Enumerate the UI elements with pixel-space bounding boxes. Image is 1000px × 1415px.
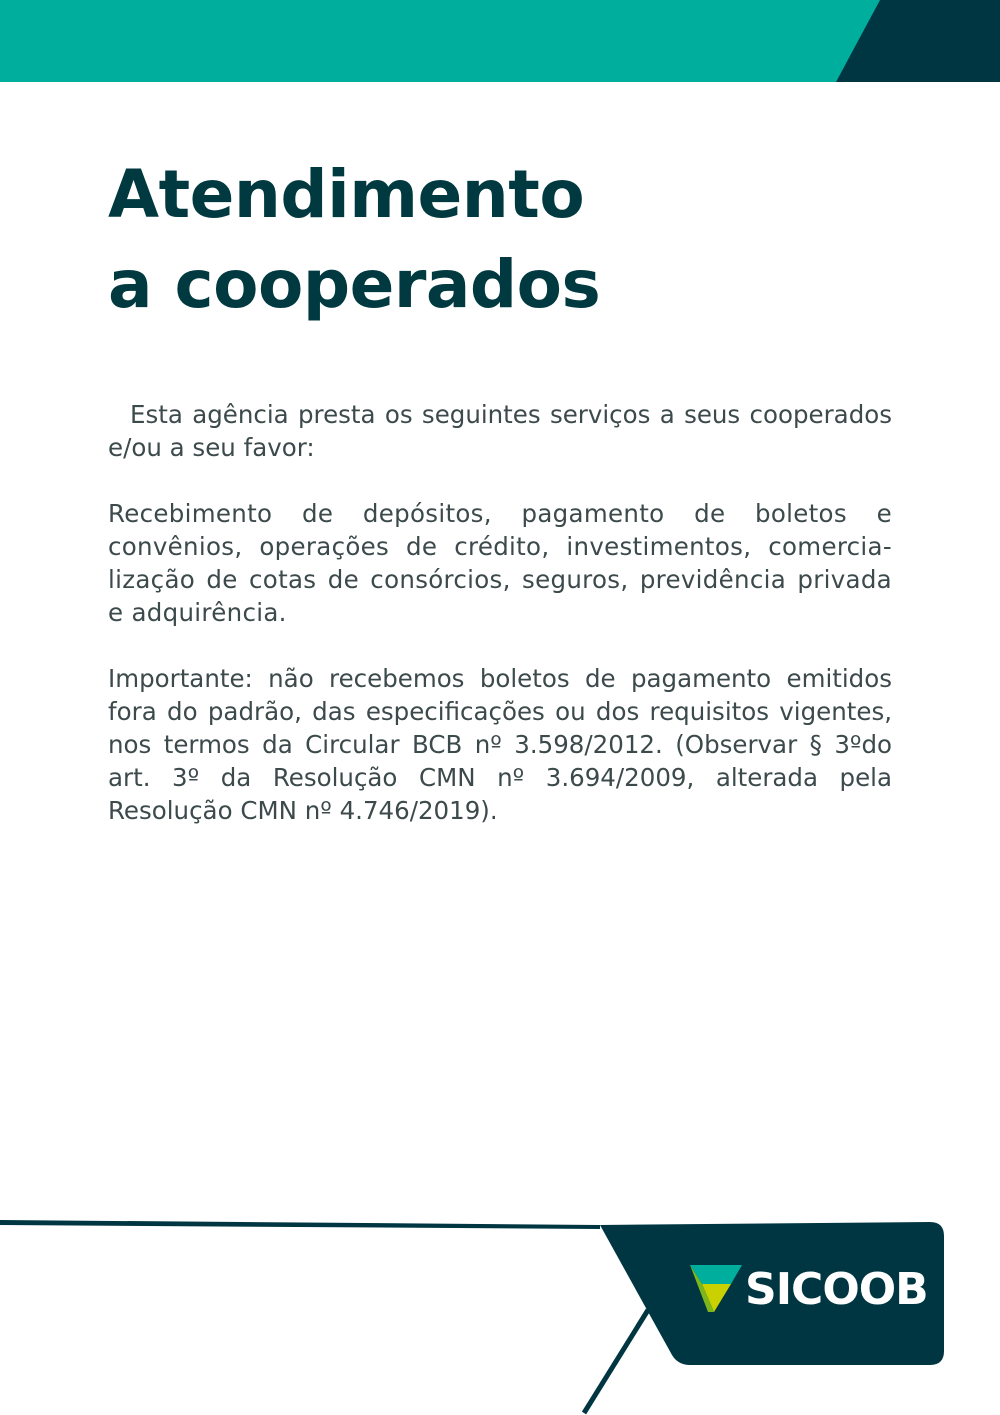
services-paragraph: Recebimento de depósitos, pagamento de boletos e convênios, operações de crédito, investimentos, comercia-lização de cotas de consórcios, seguros, previdência privada e adquirência. xyxy=(108,499,892,627)
notice-paragraph: Importante: não recebemos boletos de pagamento emitidos fora do padrão, das especificações ou dos requisitos vigentes, nos termos da Circular BCB nº 3.598/2012. (Observar § 3ºdo art. 3º da Resolução CMN nº 3.694/2009, alterada pela Resolução CMN nº 4.746/2019). xyxy=(108,664,892,825)
title-line-1: Atendimento xyxy=(108,156,585,233)
page-title xyxy=(108,150,600,330)
intro-paragraph: Esta agência presta os seguintes serviços a seus cooperados e/ou a seu favor: xyxy=(108,400,892,462)
top-color-band xyxy=(0,0,1000,82)
brand-name: SICOOB xyxy=(745,1264,928,1315)
body-content xyxy=(108,398,892,860)
title-line-2: a cooperados xyxy=(108,246,601,323)
